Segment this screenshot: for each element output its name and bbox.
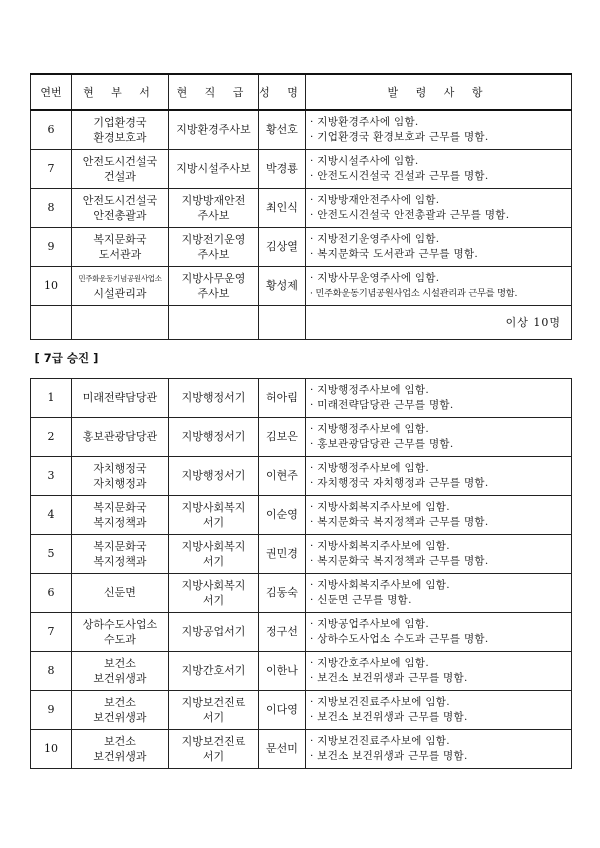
current-department-line: 도서관과 (98, 247, 142, 261)
appointment-order-line: · 보건소 보건위생과 근무를 명함. (310, 671, 468, 684)
row-number: 3 (31, 456, 72, 495)
current-rank (169, 651, 259, 690)
appointment-order-line: · 지방보건진료주사보에 임함. (310, 695, 450, 708)
appointment-order (306, 534, 572, 573)
person-name: 권민경 (259, 534, 306, 573)
current-rank-line: 지방보건진료 (181, 695, 246, 709)
current-rank-line: 주사보 (197, 208, 230, 222)
current-department-line: 보건소 (104, 734, 136, 748)
current-rank-line: 지방사회복지 (181, 500, 246, 514)
table-row (31, 110, 572, 149)
current-department (72, 188, 169, 227)
person-name: 이한나 (259, 651, 306, 690)
current-rank-line: 서기 (202, 710, 225, 724)
current-rank-line: 서기 (202, 593, 225, 607)
appointment-order (306, 417, 572, 456)
person-name: 문선미 (259, 729, 306, 768)
appointment-order-line: · 보건소 보건위생과 근무를 명함. (310, 710, 468, 723)
appointment-order (306, 149, 572, 188)
current-rank-line: 지방전기운영 (181, 232, 246, 246)
current-rank-line: 지방간호서기 (181, 664, 246, 677)
total-count: 이상 10명 (306, 305, 572, 339)
current-rank-line: 지방공업서기 (181, 625, 246, 638)
section-title: [ 7급 승진 ] (31, 339, 572, 378)
current-department-line: 보건소 (104, 695, 136, 709)
appointment-order-line: · 안전도시건설국 건설과 근무를 명함. (310, 169, 489, 182)
appointment-order-line: · 복지문화국 복지정책과 근무를 명함. (310, 515, 489, 528)
appointment-order (306, 651, 572, 690)
header-rank: 현 직 급 (169, 74, 259, 110)
current-department (72, 149, 169, 188)
group2-body (31, 378, 572, 768)
current-department-line: 자치행정국 (93, 461, 147, 475)
appointment-order (306, 227, 572, 266)
current-department-line: 보건위생과 (93, 671, 147, 685)
appointment-order-line: · 지방행정주사보에 임함. (310, 461, 429, 474)
row-number: 7 (31, 612, 72, 651)
current-rank-line: 주사보 (197, 247, 230, 261)
table-row (31, 651, 572, 690)
appointment-order (306, 266, 572, 305)
current-department-line: 민주화운동기념공원사업소 (78, 273, 162, 283)
person-name: 김보은 (259, 417, 306, 456)
table-row (31, 417, 572, 456)
appointment-order-line: · 지방간호주사보에 임함. (310, 656, 429, 669)
current-rank-line: 지방환경주사보 (176, 123, 251, 137)
current-department (72, 612, 169, 651)
appointment-order-line: · 기업환경국 환경보호과 근무를 명함. (310, 130, 489, 143)
header-name: 성 명 (259, 74, 306, 110)
appointment-order-line: · 자치행정국 자치행정과 근무를 명함. (310, 476, 489, 489)
appointment-order-line: · 지방행정주사보에 임함. (310, 383, 429, 396)
current-rank (169, 110, 259, 149)
current-rank (169, 227, 259, 266)
table-row (31, 729, 572, 768)
person-name: 박경룡 (259, 149, 306, 188)
appointment-order (306, 110, 572, 149)
current-department-line: 보건위생과 (93, 710, 147, 724)
current-department (72, 729, 169, 768)
group1-body (31, 110, 572, 305)
table-header-row (31, 74, 572, 110)
current-rank-line: 서기 (202, 515, 225, 529)
appointment-document (30, 73, 571, 769)
current-department (72, 651, 169, 690)
current-rank-line: 지방행정서기 (181, 391, 246, 404)
row-number: 5 (31, 534, 72, 573)
appointment-order-line: · 미래전략담당관 근무를 명함. (310, 398, 454, 411)
current-department (72, 573, 169, 612)
current-rank-line: 서기 (202, 554, 225, 568)
appointment-order (306, 188, 572, 227)
current-department-line: 복지문화국 (93, 539, 147, 553)
total-empty-cell (169, 305, 259, 339)
person-name: 황성제 (259, 266, 306, 305)
current-department-line: 미래전략담당관 (82, 391, 158, 404)
appointment-order (306, 690, 572, 729)
appointment-order-line: · 복지문화국 복지정책과 근무를 명함. (310, 554, 489, 567)
table-row (31, 456, 572, 495)
current-department (72, 690, 169, 729)
person-name: 이현주 (259, 456, 306, 495)
header-order: 발 령 사 항 (306, 74, 572, 110)
current-department (72, 456, 169, 495)
header-no: 연번 (31, 74, 72, 110)
table-row (31, 612, 572, 651)
row-number: 10 (31, 729, 72, 768)
current-department-line: 홍보관광담당관 (82, 430, 158, 443)
table-row (31, 534, 572, 573)
appointment-order-line: · 안전도시건설국 안전총괄과 근무를 명함. (310, 208, 510, 221)
appointment-order-line: · 지방사회복지주사보에 임함. (310, 578, 450, 591)
current-department-line: 안전도시건설국 (82, 154, 158, 168)
current-department (72, 110, 169, 149)
current-department-line: 복지정책과 (93, 515, 147, 529)
person-name: 정구선 (259, 612, 306, 651)
section-header-row (31, 339, 572, 378)
current-rank-line: 지방사회복지 (181, 578, 246, 592)
current-rank-line: 지방시설주사보 (176, 162, 251, 175)
current-department (72, 378, 169, 417)
row-number: 6 (31, 110, 72, 149)
current-rank (169, 534, 259, 573)
current-rank (169, 456, 259, 495)
current-department-line: 보건소 (104, 656, 136, 670)
row-number: 9 (31, 227, 72, 266)
appointment-order-line: · 지방환경주사에 임함. (310, 115, 419, 128)
current-department (72, 417, 169, 456)
row-number: 10 (31, 266, 72, 305)
appointment-order-line: · 지방시설주사에 임함. (310, 154, 419, 167)
person-name: 이순영 (259, 495, 306, 534)
current-rank-line: 지방보건진료 (181, 734, 246, 748)
current-department (72, 534, 169, 573)
total-row (31, 305, 572, 339)
current-department-line: 안전도시건설국 (82, 193, 158, 207)
current-department-line: 기업환경국 (93, 115, 147, 129)
current-rank (169, 612, 259, 651)
current-rank-line: 지방행정서기 (181, 430, 246, 443)
appointment-order-line: · 지방사회복지주사보에 임함. (310, 500, 450, 513)
table-row (31, 149, 572, 188)
appointment-order (306, 378, 572, 417)
total-empty-cell (31, 305, 72, 339)
appointment-order-line: · 지방사회복지주사보에 임함. (310, 539, 450, 552)
current-department-line: 안전총괄과 (93, 208, 147, 222)
row-number: 4 (31, 495, 72, 534)
table-row (31, 188, 572, 227)
person-name: 허아림 (259, 378, 306, 417)
appointment-table (30, 73, 572, 769)
appointment-order-line: · 복지문화국 도서관과 근무를 명함. (310, 247, 479, 260)
row-number: 6 (31, 573, 72, 612)
current-department-line: 환경보호과 (93, 130, 147, 144)
current-department-line: 상하수도사업소 (82, 617, 158, 631)
current-department-line: 시설관리과 (93, 286, 147, 300)
appointment-order-line: · 지방사무운영주사에 임함. (310, 271, 440, 284)
person-name: 이다영 (259, 690, 306, 729)
current-rank-line: 지방사회복지 (181, 539, 246, 553)
current-rank-line: 주사보 (197, 286, 230, 300)
appointment-order-line: · 지방전기운영주사에 임함. (310, 232, 440, 245)
row-number: 9 (31, 690, 72, 729)
appointment-order-line: · 신둔면 근무를 명함. (310, 593, 412, 606)
person-name: 황선호 (259, 110, 306, 149)
current-department-line: 수도과 (104, 632, 136, 646)
row-number: 8 (31, 651, 72, 690)
current-rank (169, 573, 259, 612)
person-name: 최인식 (259, 188, 306, 227)
current-department (72, 227, 169, 266)
appointment-order-line: · 지방행정주사보에 임함. (310, 422, 429, 435)
current-rank-line: 지방방재안전 (181, 193, 246, 207)
appointment-order-line: · 지방보건진료주사보에 임함. (310, 734, 450, 747)
total-empty-cell (259, 305, 306, 339)
appointment-order (306, 456, 572, 495)
table-row (31, 690, 572, 729)
appointment-order (306, 495, 572, 534)
table-row (31, 227, 572, 266)
table-row (31, 266, 572, 305)
current-department (72, 266, 169, 305)
current-department-line: 건설과 (104, 169, 136, 183)
appointment-order (306, 729, 572, 768)
current-rank-line: 서기 (202, 749, 225, 763)
current-department-line: 보건위생과 (93, 749, 147, 763)
person-name: 김상열 (259, 227, 306, 266)
appointment-order (306, 573, 572, 612)
total-empty-cell (72, 305, 169, 339)
current-department (72, 495, 169, 534)
current-department-line: 신둔면 (104, 586, 136, 599)
appointment-order-line: · 지방방재안전주사에 임함. (310, 193, 440, 206)
current-rank (169, 266, 259, 305)
row-number: 1 (31, 378, 72, 417)
current-rank (169, 417, 259, 456)
row-number: 8 (31, 188, 72, 227)
table-row (31, 495, 572, 534)
header-dept: 현 부 서 (72, 74, 169, 110)
row-number: 7 (31, 149, 72, 188)
current-rank (169, 149, 259, 188)
table-row (31, 378, 572, 417)
current-department-line: 복지문화국 (93, 232, 147, 246)
current-rank (169, 378, 259, 417)
current-department-line: 복지문화국 (93, 500, 147, 514)
current-department-line: 자치행정과 (93, 476, 147, 490)
appointment-order-line: · 민주화운동기념공원사업소 시설관리과 근무를 명함. (310, 287, 518, 299)
current-department-line: 복지정책과 (93, 554, 147, 568)
current-rank (169, 690, 259, 729)
current-rank (169, 188, 259, 227)
appointment-order-line: · 보건소 보건위생과 근무를 명함. (310, 749, 468, 762)
appointment-order-line: · 지방공업주사보에 임함. (310, 617, 429, 630)
person-name: 김동숙 (259, 573, 306, 612)
row-number: 2 (31, 417, 72, 456)
appointment-order (306, 612, 572, 651)
current-rank (169, 729, 259, 768)
appointment-order-line: · 상하수도사업소 수도과 근무를 명함. (310, 632, 489, 645)
appointment-order-line: · 홍보관광담당관 근무를 명함. (310, 437, 454, 450)
current-rank (169, 495, 259, 534)
current-rank-line: 지방사무운영 (181, 271, 246, 285)
table-row (31, 573, 572, 612)
current-rank-line: 지방행정서기 (181, 469, 246, 482)
